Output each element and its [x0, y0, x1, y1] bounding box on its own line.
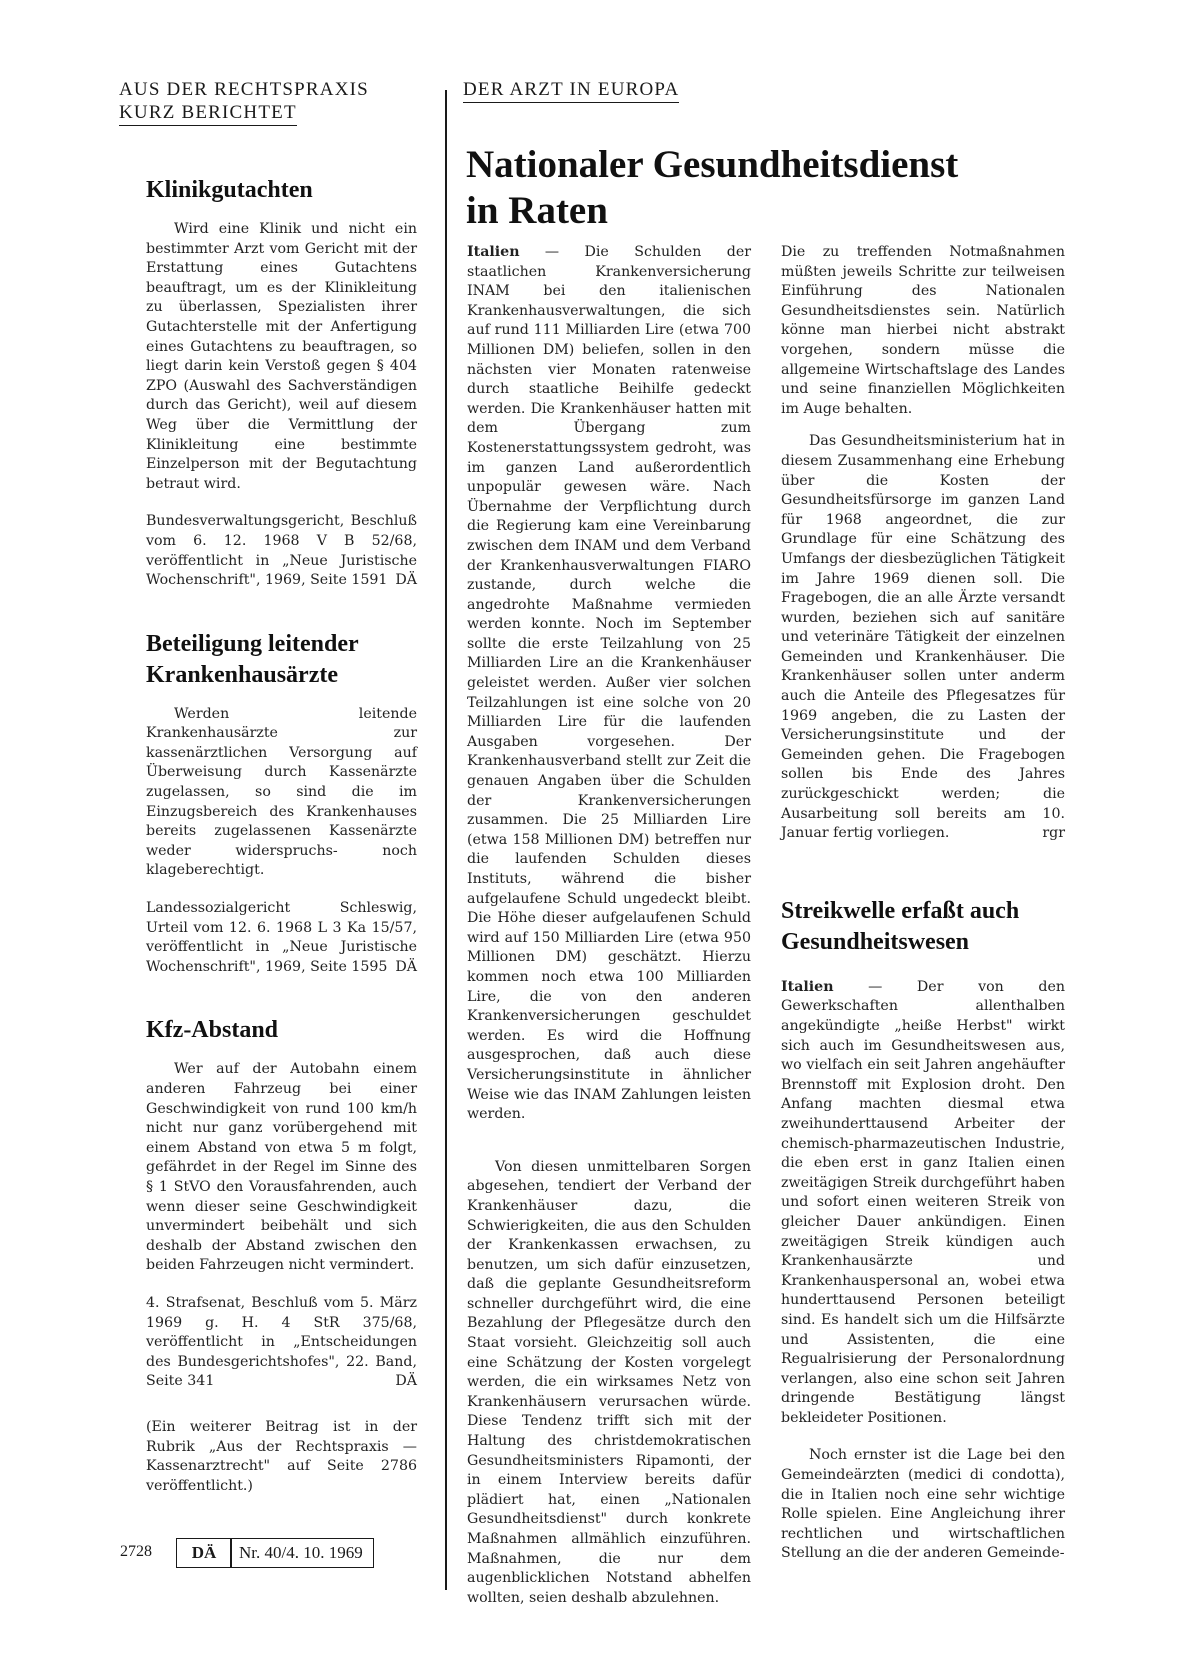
paragraph-text: Das Gesundheitsministerium hat in diesem Zusammenhang eine Erhebung über die Kosten der Gesundheitsfürsorge im ganzen Land für 1968 angeordnet, die zur Grundlage für eine Schätzung des Umfangs der diesbezüglichen Tätigkeit im Jahre 1969 dienen soll. Die Fragebogen, die an alle Ärzte versandt wurden, beziehen sich auf sanitäre und veterinäre Tätigkeit der einzelnen Gemeinden und Krankenhäuser. Die Krankenhäuser sollen unter anderm auch die Anteile des Pflegesatzes für 1969 angeben, die zu Lasten der Versicherungsinstitute und der Gemeinden gehen. Die Fragebogen sollen bis Ende des Jahres zurückgeschickt werden; die Ausarbeitung soll bereits am 10. Januar fertig vorliegen.: [781, 433, 1065, 842]
column-divider: [445, 90, 447, 1590]
author-signature: rgr: [1042, 825, 1065, 842]
article-body: Wird eine Klinik und nicht ein bestimmter Arzt vom Gericht mit der Erstattung eines Gutachtens beauftragt, um es der Klinikleitung zu überlassen, Spezialisten ihrer Gutachterstelle mit der Anfertigung eines Gutachtens zu beauftragen, so liegt darin kein Verstoß gegen § 404 ZPO (Auswahl des Sachverständigen durch das Gericht), weil auf diesem Weg über die Vermittlung der Klinikleitung eine bestimmte Einzelperson mit der Begutachtung betraut wird.: [146, 221, 417, 492]
issue-number: Nr. 40/4. 10. 1969: [239, 1543, 363, 1562]
right-section-header: [463, 78, 679, 103]
source-tag: DÄ: [395, 1373, 417, 1390]
main-article-paragraph-2: Von diesen unmittelbaren Sorgen abgesehen, tendiert der Verband der Krankenhäuser dazu, die Schwierigkeiten, die aus den Schulden der Krankenkassen erwachsen, zu benutzen, um sich dafür einzusetzen, daß die geplante Gesundheitsreform schneller durchgeführt wird, die eine Bezahlung der Pflegesätze durch den Staat vorsieht. Gleichzeitig soll auch eine Schätzung der Kosten vorgelegt werden, die ein wirksames Netz von Krankenhäusern verursachen würde. Diese Tendenz trifft sich mit der Haltung des christdemokratischen Gesundheitsministers Ripamonti, der in einem Interview bereits dafür plädiert hat, einen „Nationalen Gesundheitsdienst" durch konkrete Maßnahmen allmählich einzuführen. Maßnahmen, die nur dem augenblicklichen Notstand abhelfen wollten, seien deshalb abzulehnen.: [467, 1158, 751, 1606]
dateline: Italien: [781, 978, 834, 995]
source-text: Bundesverwaltungsgericht, Beschluß vom 6. 12. 1968 V B 52/68, veröffentlicht in „Neue Juristische Wochenschrift", 1969, Seite 1591: [146, 513, 417, 589]
article-body: Wer auf der Autobahn einem anderen Fahrzeug bei einer Geschwindigkeit von rund 100 km/h nicht nur ganz vorübergehend mit einem Abstand von etwa 5 m folgt, gefährdet in der Regel im Sinne des § 1 StVO den Vorausfahrenden, auch wenn dieser seine Geschwindigkeit unvermindert beibehält und sich deshalb der Abstand zwischen den beiden Fahrzeugen nicht vermindert.: [146, 1061, 417, 1274]
article-source: [146, 1294, 417, 1392]
main-article-paragraph-3: Die zu treffenden Notmaßnahmen müßten jeweils Schritte zur teilweisen Einführung des Nationalen Gesundheitsdienstes sein. Natürlich könne man hierbei nicht abstrakt vorgehen, sondern müsse die allgemeine Wirtschaftslage des Landes und seine finanziellen Möglichkeiten im Auge behalten.: [781, 244, 1065, 417]
second-article-paragraph-2: Noch ernster ist die Lage bei den Gemeindeärzten (medici di condotta), die in Italien noch eine sehr wichtige Rolle spielen. Eine Angleichung ihrer rechtlichen und wirtschaftlichen Stellung an die der anderen Gemeinde-: [781, 1447, 1065, 1562]
journal-logo: DÄ: [191, 1543, 217, 1562]
right-column: [781, 243, 1065, 1564]
article-title: Kfz-Abstand: [146, 1017, 279, 1044]
source-text: Landessozialgericht Schleswig, Urteil vom 12. 6. 1968 L 3 Ka 15/57, veröffentlicht in „Neue Juristische Wochenschrift", 1969, Seite 1595: [146, 900, 417, 975]
main-headline: [466, 142, 1146, 234]
article-source: [146, 512, 417, 590]
second-article-paragraph-1: [781, 978, 1065, 1429]
section-title-europa: DER ARZT IN EUROPA: [463, 78, 679, 103]
source-tag: DÄ: [395, 572, 417, 589]
page-number: 2728: [120, 1543, 152, 1560]
article-title: Klinikgutachten: [146, 177, 313, 203]
section-line-1: AUS DER RECHTSPRAXIS: [119, 79, 369, 100]
main-article-paragraph-1: [467, 243, 751, 1125]
article-title: Beteiligung leitender Krankenhausärzte: [146, 630, 359, 688]
title-line-1: Streikwelle erfaßt auch: [781, 897, 1020, 924]
journal-logo-box: [176, 1538, 232, 1568]
second-article-title: [781, 896, 1065, 958]
middle-column: [467, 243, 751, 1608]
source-tag: DÄ: [395, 958, 417, 975]
cross-reference-note: (Ein weiterer Beitrag ist in der Rubrik „Aus der Rechtspraxis — Kassenarztrecht" auf Seite 2786 veröffentlicht.): [146, 1418, 417, 1494]
headline-line-2: in Raten: [466, 189, 608, 232]
left-column: [146, 175, 417, 1496]
source-text: 4. Strafsenat, Beschluß vom 5. März 1969 g. H. 4 StR 375/68, veröffentlicht in „Entscheidungen des Bundesgerichtshofes", 22. Band, Seite 341: [146, 1294, 417, 1390]
issue-box: [230, 1538, 374, 1568]
article-body: Werden leitende Krankenhausärzte zur kassenärztlichen Versorgung auf Überweisung durch Kassenärzte zugelassen, so sind die im Einzugsbereich des Krankenhauses bereits zugelassenen Kassenärzte weder widerspruchs- noch klageberechtigt.: [146, 705, 417, 879]
headline-line-1: Nationaler Gesundheitsdienst: [466, 143, 959, 186]
paragraph-text: — Die Schulden der staatlichen Krankenversicherung INAM bei den italienischen Krankenhausverwaltungen, die sich auf rund 111 Milliarden Lire (etwa 700 Millionen DM) beliefen, sollen in den nächsten vier Monaten ratenweise durch staatliche Beihilfe gedeckt werden. Die Krankenhäuser hatten mit dem Übergang zum Kostenerstattungssystem gedroht, was im ganzen Land außerordentlich unpopulär gewesen wäre. Nach Übernahme der Verpflichtung durch die Regierung kam eine Vereinbarung zwischen dem INAM und dem Verband der Krankenhausverwaltungen FIARO zustande, durch welche die angedrohte Maßnahme vermieden werden konnte. Noch im September sollte die erste Teilzahlung von 25 Milliarden Lire an die Krankenhäuser geleistet werden. Außer vier solchen Teilzahlungen ist eine solche von 20 Milliarden Lire für die laufenden Ausgaben vorgesehen. Der Krankenhausverband stellt zur Zeit die genauen Angaben über die Schulden der Krankenversicherungen zusammen. Die 25 Milliarden Lire (etwa 158 Millionen DM) betreffen nur die laufenden Schulden dieses Instituts, während die bisher aufgelaufene Schuld ungedeckt bleibt. Die Höhe dieser aufgelaufenen Schuld wird auf 150 Milliarden Lire (etwa 950 Millionen DM) geschätzt. Hierzu kommen noch etwa 100 Milliarden Lire, die von den anderen Krankenversicherungen geschuldet werden. Es wird die Hoffnung ausgesprochen, daß auch diese Versicherungsinstitute in ähnlicher Weise wie das INAM Zahlungen leisten werden.: [467, 244, 751, 1123]
paragraph-text: — Der von den Gewerkschaften allenthalben angekündigte „heiße Herbst" wirkt sich auch im Gesundheitswesen aus, wo vielfach ein seit Jahren angehäufter Brennstoff mit Explosion droht. Den Anfang machten diesmal etwa zweihunderttausend Arbeiter der chemisch-pharmazeutischen Industrie, die eben erst in ganz Italien einen zweitägigen Streik durchgeführt haben und sofort einen weiteren Streik von gleicher Dauer ankündigen. Einen zweitägigen Streik kündigen auch Krankenhausärzte und Krankenhauspersonal an, wobei etwa hunderttausend Personen beteiligt sind. Es handelt sich um die Hilfsärzte und Assistenten, die eine Regualrisierung der Personalordnung verlangen, also eine schon seit Jahren dringende Bestätigung längst bekleideter Positionen.: [781, 978, 1065, 1426]
main-article-paragraph-4: [781, 432, 1065, 843]
title-line-2: Gesundheitswesen: [781, 928, 970, 955]
section-line-2: KURZ BERICHTET: [119, 101, 297, 126]
left-section-header: [119, 78, 419, 126]
dateline: Italien: [467, 244, 520, 260]
article-source: [146, 899, 417, 977]
